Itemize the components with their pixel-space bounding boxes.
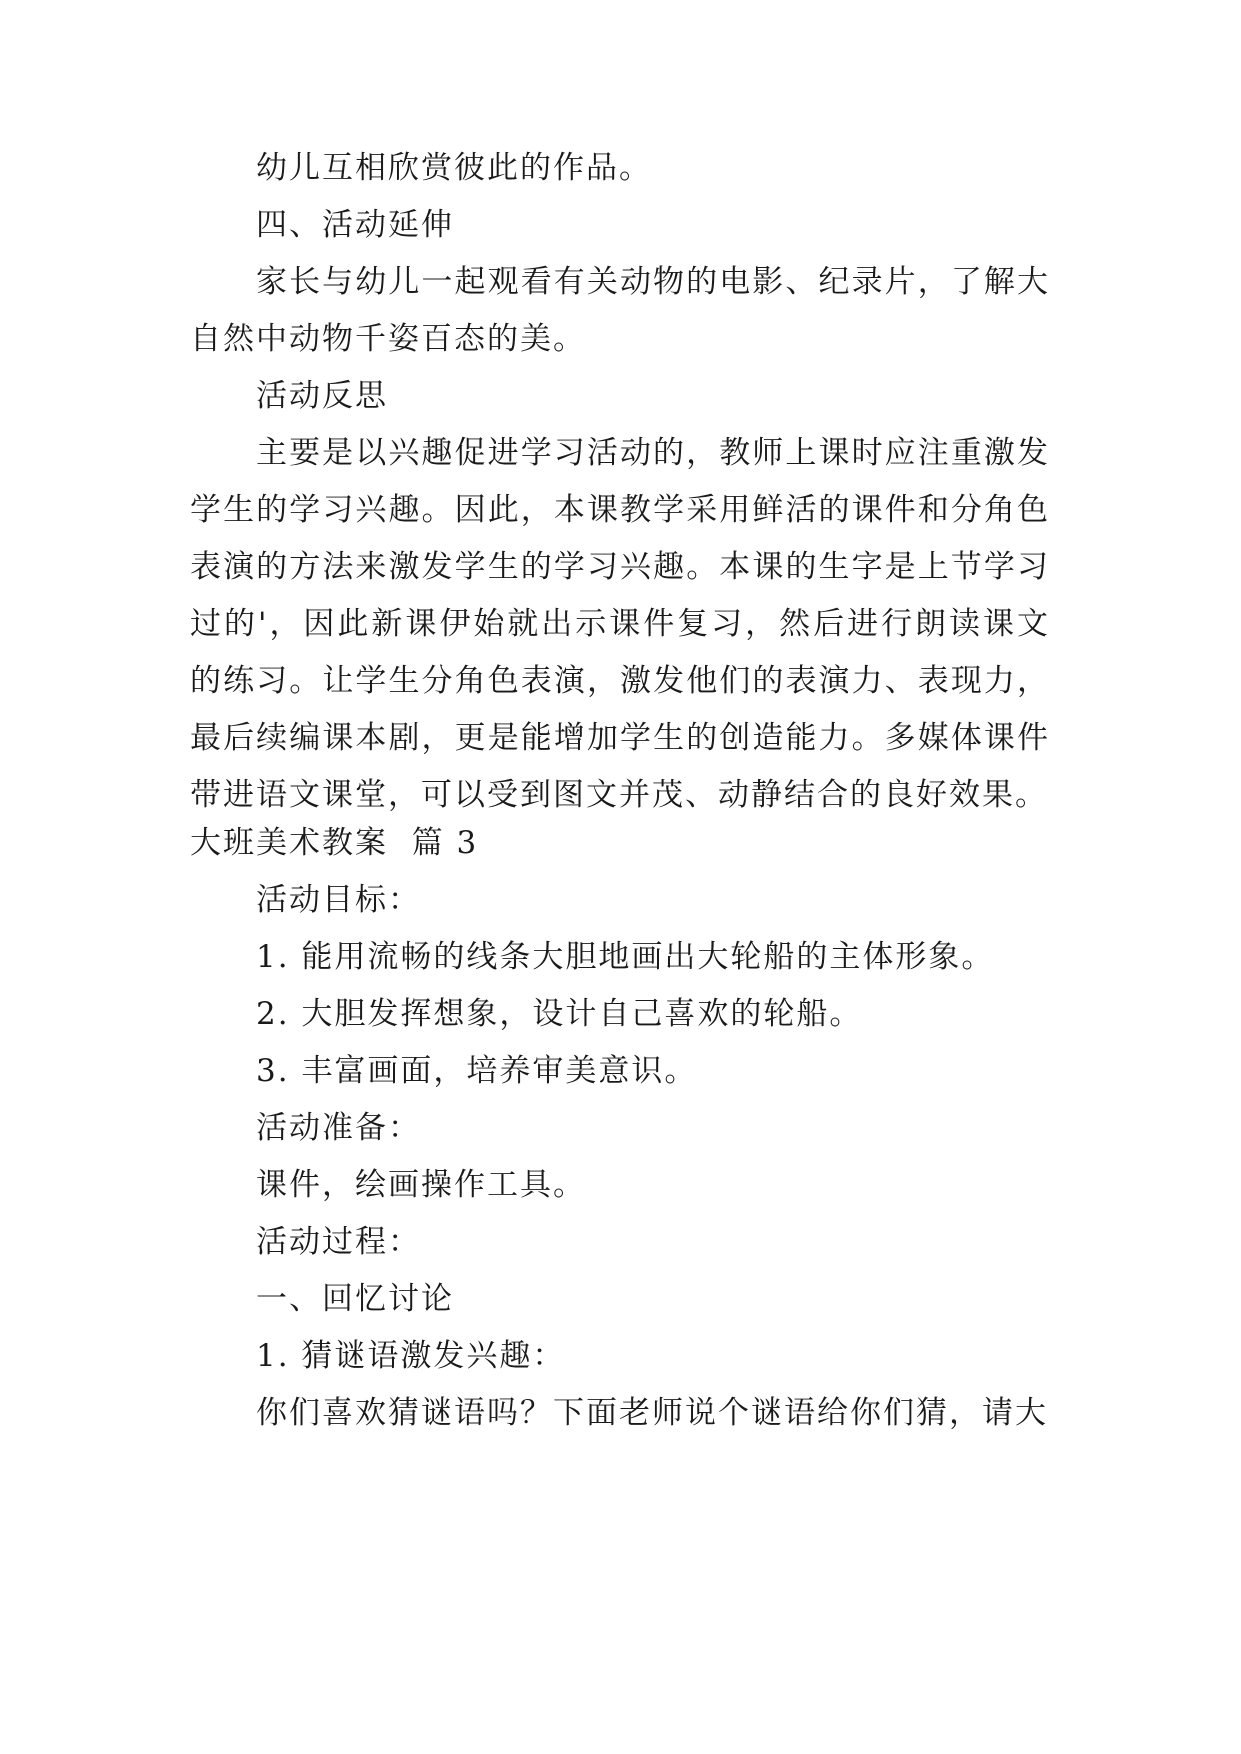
heading-activity-preparation: 活动准备：	[256, 1110, 421, 1146]
section-lesson-plan-3	[190, 815, 1050, 1442]
process-substep: 1. 猜谜语激发兴趣：	[256, 1338, 566, 1374]
preparation-text: 课件，绘画操作工具。	[256, 1167, 586, 1203]
heading-activity-reflection: 活动反思	[256, 378, 388, 414]
goal-item: 3. 丰富画面，培养审美意识。	[256, 1053, 698, 1089]
heading-activity-goals: 活动目标：	[256, 882, 421, 918]
paragraph-line: 幼儿互相欣赏彼此的作品。	[256, 150, 652, 186]
heading-activity-extension: 四、活动延伸	[256, 207, 454, 243]
paragraph-line: 你们喜欢猜谜语吗？下面老师说个谜语给你们猜，请大	[256, 1395, 1048, 1431]
paragraph-extension: 家长与幼儿一起观看有关动物的电影、纪录片，了解大自然中动物千姿百态的美。	[190, 264, 1050, 357]
paragraph-reflection: 主要是以兴趣促进学习活动的，教师上课时应注重激发学生的学习兴趣。因此，本课教学采用鲜活的课件和分角色表演的方法来激发学生的学习兴趣。本课的生字是上节学习过的'，因此新课伊始就出示课件复习，然后进行朗读课文的练习。让学生分角色表演，激发他们的表演力、表现力，最后续编课本剧，更是能增加学生的创造能力。多媒体课件带进语文课堂，可以受到图文并茂、动静结合的良好效果。	[190, 435, 1050, 813]
section-title: 大班美术教案 篇 3	[190, 825, 479, 861]
goal-item: 1. 能用流畅的线条大胆地画出大轮船的主体形象。	[256, 939, 995, 975]
section-activity-extension	[190, 140, 1050, 824]
process-step-heading: 一、回忆讨论	[256, 1281, 454, 1317]
heading-activity-process: 活动过程：	[256, 1224, 421, 1260]
goal-item: 2. 大胆发挥想象，设计自己喜欢的轮船。	[256, 996, 863, 1032]
